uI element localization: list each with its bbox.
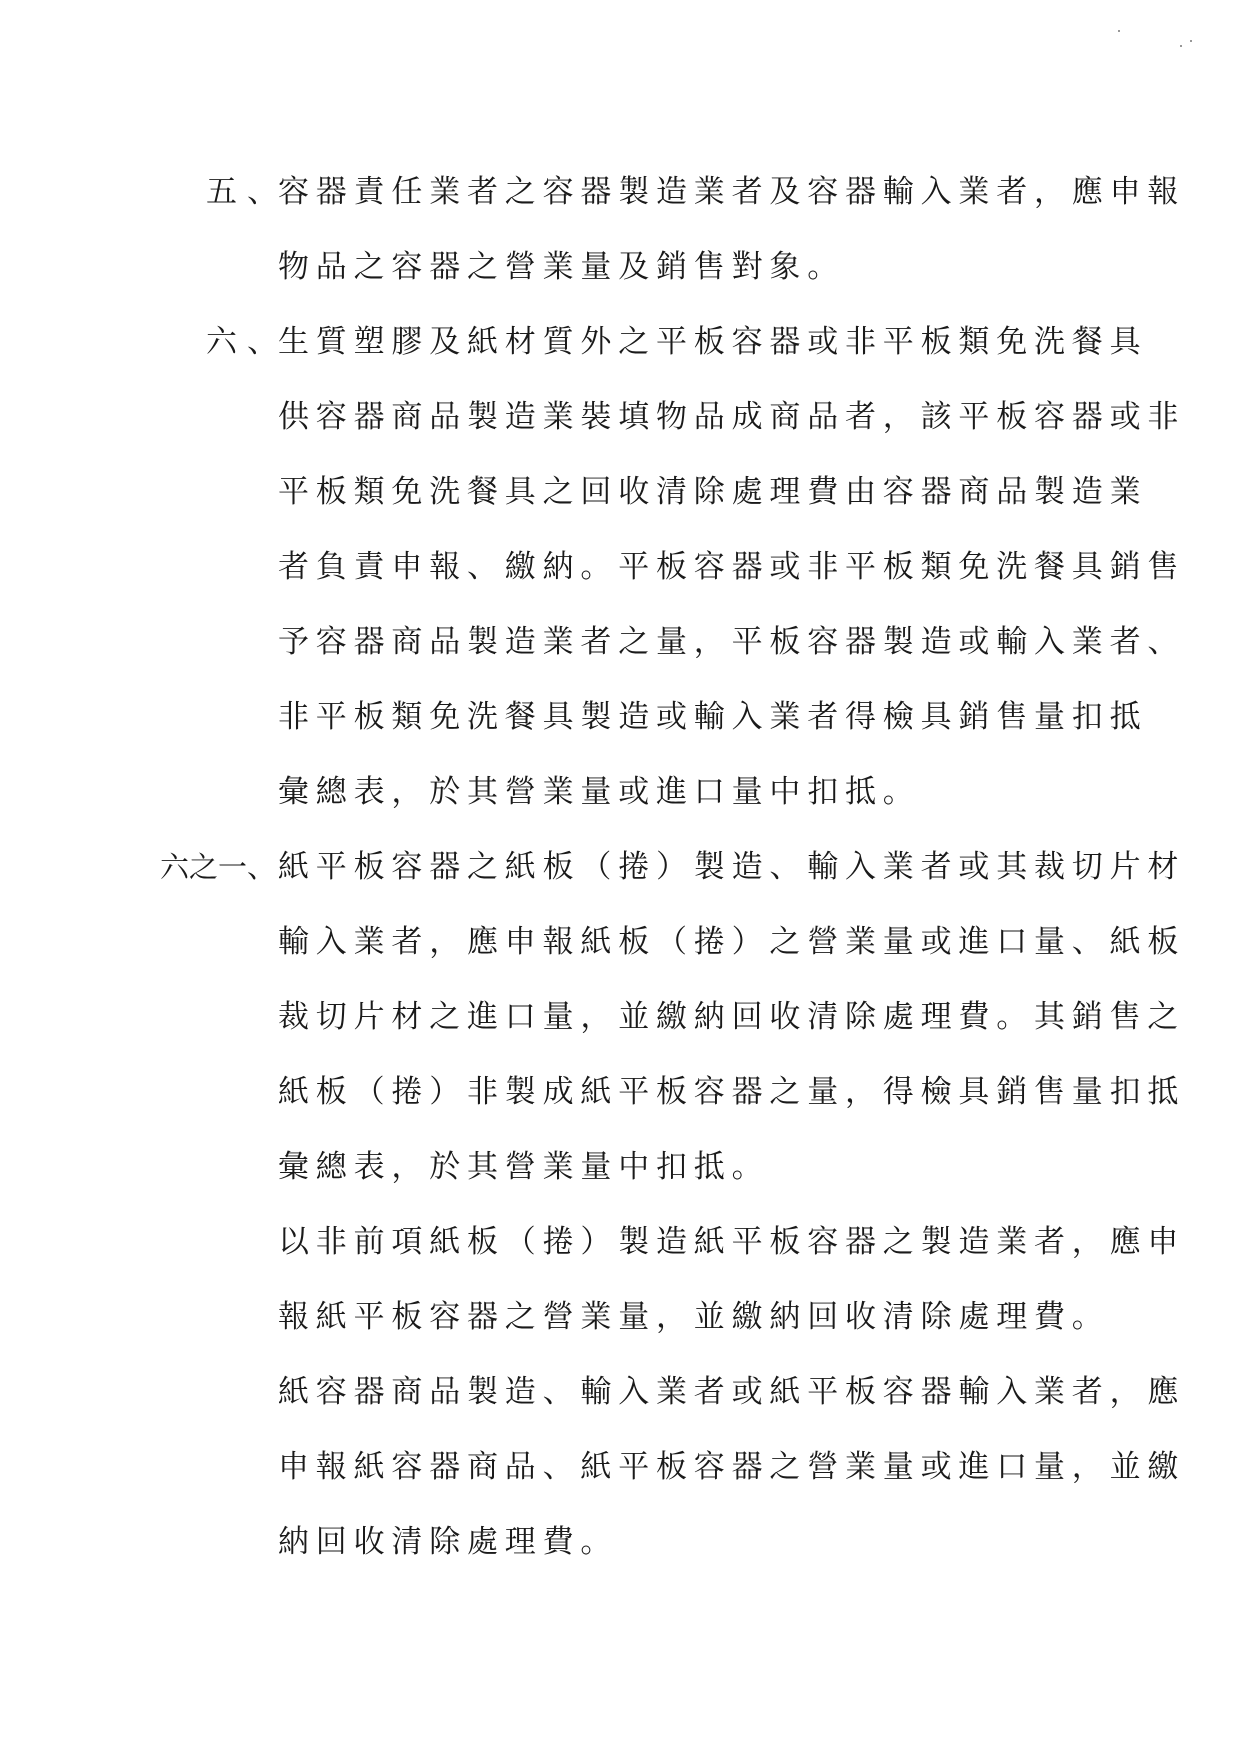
clause-text-line: 彙總表，於其營業量或進口量中扣抵。: [278, 774, 921, 810]
clause-text-line: 予容器商品製造業者之量，平板容器製造或輸入業者、: [278, 624, 1186, 660]
clause-text-line: 輸入業者，應申報紙板（捲）之營業量或進口量、紙板: [278, 924, 1186, 960]
clause-label: 六之一、: [160, 850, 277, 884]
paragraph-text-line: 申報紙容器商品、紙平板容器之營業量或進口量，並繳: [278, 1449, 1186, 1485]
clause-label: 五、: [206, 174, 288, 210]
paragraph-text-line: 以非前項紙板（捲）製造紙平板容器之製造業者，應申: [278, 1224, 1186, 1260]
clause-text-line: 平板類免洗餐具之回收清除處理費由容器商品製造業: [278, 474, 1148, 510]
clause-text-line: 物品之容器之營業量及銷售對象。: [278, 249, 845, 285]
clause-text-line: 紙板（捲）非製成紙平板容器之量，得檢具銷售量扣抵: [278, 1074, 1186, 1110]
clause-text-line: 非平板類免洗餐具製造或輸入業者得檢具銷售量扣抵: [278, 699, 1148, 735]
clause-text-line: 裁切片材之進口量，並繳納回收清除處理費。其銷售之: [278, 999, 1186, 1035]
paragraph-text-line: 報紙平板容器之營業量，並繳納回收清除處理費。: [278, 1299, 1110, 1335]
clause-text-line: 生質塑膠及紙材質外之平板容器或非平板類免洗餐具: [278, 324, 1148, 360]
paragraph-text-line: 納回收清除處理費。: [278, 1524, 619, 1560]
clause-text-line: 彙總表，於其營業量中扣抵。: [278, 1149, 770, 1185]
clause-label: 六、: [206, 324, 288, 360]
clause-text-line: 紙平板容器之紙板（捲）製造、輸入業者或其裁切片材: [278, 849, 1186, 885]
scan-speck: [1180, 45, 1182, 47]
clause-text-line: 供容器商品製造業裝填物品成商品者，該平板容器或非: [278, 399, 1186, 435]
scan-speck: [1190, 40, 1192, 42]
paragraph-text-line: 紙容器商品製造、輸入業者或紙平板容器輸入業者，應: [278, 1374, 1186, 1410]
clause-text-line: 容器責任業者之容器製造業者及容器輸入業者，應申報: [278, 174, 1186, 210]
scan-speck: [1118, 30, 1120, 32]
clause-text-line: 者負責申報、繳納。平板容器或非平板類免洗餐具銷售: [278, 549, 1186, 585]
